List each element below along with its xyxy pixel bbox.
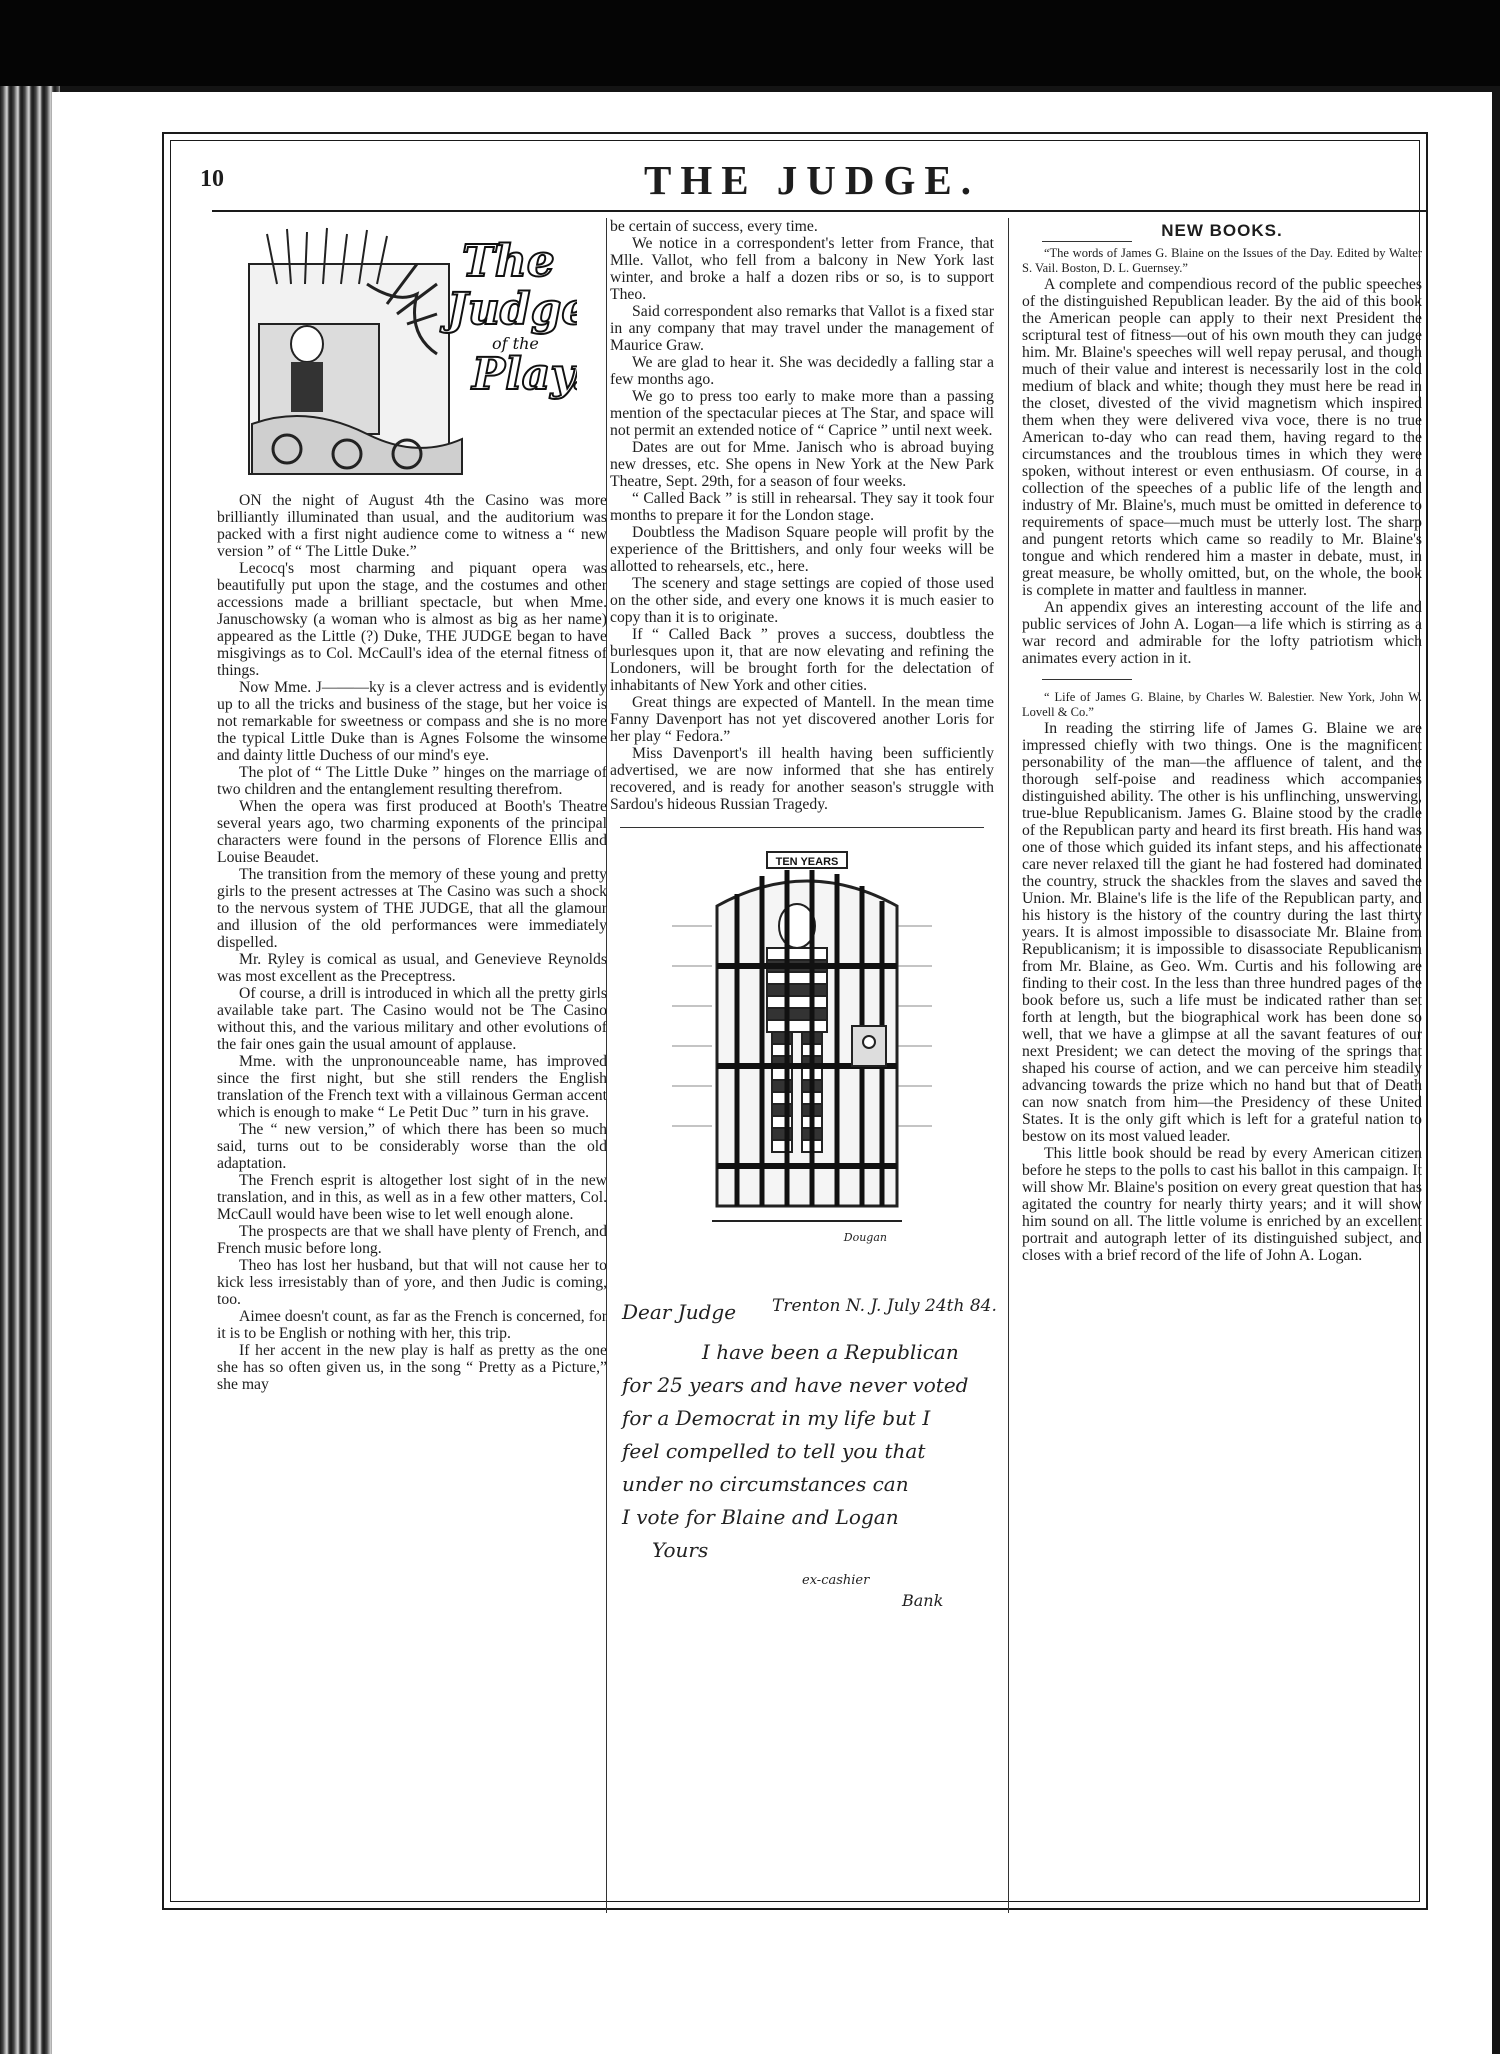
paragraph: Lecocq's most charming and piquant opera was beautifully put upon the stage, and the costumes and other accessions made a brilliant spectacle, but when Mme. Januschowsky (a woman who is almost as big as her name) appeared as the Little (?) Duke, THE JUDGE began to have misgivings as to Col. McCaull's idea of the eternal fitness of things. <box>217 560 607 679</box>
paragraph: We notice in a correspondent's letter from France, that Mlle. Vallot, who fell from a balcony in New York last winter, and broke a half a dozen ribs or so, is to support Theo. <box>610 235 994 303</box>
letter-line: feel compelled to tell you that <box>622 1439 926 1463</box>
prison-cartoon-drawing <box>672 846 932 1266</box>
illustration-title-of-the: of the <box>492 334 539 353</box>
masthead-rule <box>212 210 1427 212</box>
paragraph: Dates are out for Mme. Janisch who is abroad buying new dresses, etc. She opens in New York at the New Park Theatre, Sept. 29th, for a season of four weeks. <box>610 439 994 490</box>
illustration-title-the: The <box>462 236 555 287</box>
letter-greeting: Dear Judge <box>622 1300 737 1324</box>
column-theatre-notes <box>610 218 997 1616</box>
illustration-title-play: Play. <box>472 349 577 400</box>
paragraph: The scenery and stage settings are copied of those used on the other side, and every one knows it is much easier to copy than it is to originate. <box>610 575 994 626</box>
book-binding-edge <box>0 86 60 2054</box>
cartoon-signature: Dougan <box>843 1231 887 1244</box>
judge-of-the-play-illustration <box>247 224 577 484</box>
paragraph: Of course, a drill is introduced in which all the pretty girls available take part. The Casino would not be The Casino without this, and the various military and other evolutions of the fair ones gain the usual amount of applause. <box>217 985 607 1053</box>
paragraph: Theo has lost her husband, but that will not cause her to kick less irresistably than of yore, and then Judic is coming, too. <box>217 1257 607 1308</box>
book-citation: “ Life of James G. Blaine, by Charles W. Balestier. New York, John W. Lovell & Co.” <box>1022 690 1422 719</box>
paragraph: Now Mme. J———ky is a clever actress and is evidently up to all the tricks and business of the stage, but her voice is not remarkable for sweetness or compass and she is no more the typical Little Duke than is Agnes Folsome the winsome and dainty little Duchess of our mind's eye. <box>217 679 607 764</box>
column-judge-of-the-play <box>217 218 607 1393</box>
site-watermark: comicbooks.com <box>1236 2002 1482 2035</box>
letter-line: I have been a Republican <box>702 1340 959 1364</box>
paragraph: The plot of “ The Little Duke ” hinges on the marriage of two children and the entanglement resulting therefrom. <box>217 764 607 798</box>
paragraph: The “ new version,” of which there has been so much said, turns out to be considerably worse than the old adaptation. <box>217 1121 607 1172</box>
paragraph: A complete and compendious record of the public speeches of the distinguished Republican leader. By the aid of this book the American people can apply to their next President the scriptural test of fitness—out of his own mouth they can judge him. Mr. Blaine's speeches will well repay perusal, and though much of their value and interest is necessarily lost in the cold medium of black and white; though they must here be read in the closet, divested of the vivid magnetism which inspired them when they were delivered viva voce, there is no true American to-day who can read them, having regard to the circumstances and the troublous times in which they were spoken, without interest or even enthusiasm. Of course, in a collection of the speeches of a public life of the length and industry of Mr. Blaine's, much must be omitted in deference to requirements of space—much must be utterly lost. The sharp and pungent retorts which came so readily to Mr. Blaine's tongue and which rendered him a master in debate, must, in great measure, be wholly omitted, but, on the whole, the book is complete in matter and faultless in manner. <box>1022 276 1422 599</box>
letter-closing: ex-cashier <box>802 1573 870 1588</box>
handwritten-letter <box>622 1296 1012 1616</box>
cartoon-sign: TEN YEARS <box>775 856 839 868</box>
letter-line: for 25 years and have never voted <box>622 1373 969 1397</box>
masthead-title: THE JUDGE. <box>643 157 981 203</box>
paragraph: Mr. Ryley is comical as usual, and Genevieve Reynolds was most excellent as the Preceptress. <box>217 951 607 985</box>
paragraph: Mme. with the unpronounceable name, has improved since the first night, but she still renders the English translation of the French text with a villainous German accent which is enough to make “ Le Petit Duc ” turn in his grave. <box>217 1053 607 1121</box>
letter-signature: Bank <box>902 1591 944 1610</box>
illustration-title-judge: Judge <box>447 284 577 335</box>
paragraph: This little book should be read by every American citizen before he steps to the polls to cast his ballot in this campaign. It will show Mr. Blaine's position on every great question that has agitated the country for nearly thirty years; and it will show him sound on all. The little volume is enriched by an excellent portrait and autograph letter of its distinguished subject, and closes with a brief record of the life of John A. Logan. <box>1022 1145 1422 1264</box>
paragraph: The transition from the memory of these young and pretty girls to the present actresses at The Casino was such a shock to the nervous system of THE JUDGE, that all the glamour and illusion of the old performances were immediately dispelled. <box>217 866 607 951</box>
paragraph: An appendix gives an interesting account of the life and public services of John A. Logan—a life which is stirring as a war record and admirable for the lofty patriotism which animates every action in it. <box>1022 599 1422 667</box>
paragraph: ON the night of August 4th the Casino was more brilliantly illuminated than usual, and the auditorium was packed with a first night audience come to witness a “ new version ” of “ The Little Duke.” <box>217 492 607 560</box>
paragraph: Aimee doesn't count, as far as the French is concerned, for it is to be English or nothing with her, this trip. <box>217 1308 607 1342</box>
letter-line: for a Democrat in my life but I <box>622 1406 931 1430</box>
paragraph: If her accent in the new play is half as pretty as the one she has so often given us, in the song “ Pretty as a Picture,” she may <box>217 1342 607 1393</box>
paragraph: Miss Davenport's ill health having been sufficiently advertised, we are now informed that she has entirely recovered, and is ready for another season's struggle with Sardou's hideous Russian Tragedy. <box>610 745 994 813</box>
paragraph: We are glad to hear it. She was decidedly a falling star a few months ago. <box>610 354 994 388</box>
section-rule <box>1042 679 1132 680</box>
judge-illustration-drawing <box>247 224 577 484</box>
paragraph: We go to press too early to make more than a passing mention of the spectacular pieces at The Star, and space will not permit an extended notice of “ Caprice ” until next week. <box>610 388 994 439</box>
paragraph: Said correspondent also remarks that Vallot is a fixed star in any company that may travel under the management of Maurice Graw. <box>610 303 994 354</box>
prison-cartoon <box>672 846 932 1266</box>
new-books-heading: NEW BOOKS. <box>1161 221 1283 240</box>
column-divider-2 <box>1008 218 1009 1913</box>
paragraph: “ Called Back ” is still in rehearsal. They say it took four months to prepare it for the London stage. <box>610 490 994 524</box>
heading-rule <box>1042 241 1132 242</box>
paragraph: be certain of success, every time. <box>610 218 818 235</box>
paragraph: In reading the stirring life of James G. Blaine we are impressed chiefly with two things. One is the magnificent personability of the man—the affluence of talent, and the thorough self-poise and readiness which accompanies distinguished ability. The other is his unflinching, unswerving, true-blue Republicanism. James G. Blaine stood by the cradle of the Republican party and heard its first breath. His hand was one of those which guided its infant steps, and his affectionate care never relaxed till the giant he had fostered had dominated the country, struck the shackles from the slaves and saved the Union. Mr. Blaine's life is the life of the Republican party, and his history is the history of the country during the last thirty years. It is almost impossible to disassociate Mr. Blaine from Republicanism; it is impossible to disassociate Republicanism from Mr. Blaine, as Geo. Wm. Curtis and his following are finding to their cost. In the less than three hundred pages of the book before us, such a life must be indicated rather than set forth at length, but the biographical work has been done so well, that we have a glimpse at all the savant features of our next President; we can detect the moving of the springs that shaped his course of action, and we can perceive him steadily advancing towards the prize which no hand but that of Death can now snatch from him—the Presidency of these United States. It is the only gift which is left for a grateful nation to bestow on its most valued leader. <box>1022 720 1422 1145</box>
paragraph: If “ Called Back ” proves a success, doubtless the burlesques upon it, that are now elevating and refining the Londoners, will be brought forth for the delectation of inhabitants of New York and other cities. <box>610 626 994 694</box>
paragraph: When the opera was first produced at Booth's Theatre several years ago, two charming exponents of the principal characters were found in the persons of Florence Ellis and Louise Beaudet. <box>217 798 607 866</box>
letter-line: under no circumstances can <box>622 1472 909 1496</box>
newspaper-page <box>52 92 1492 2054</box>
column-new-books <box>1022 218 1422 1264</box>
letter-line: Yours <box>652 1538 709 1562</box>
paragraph: The French esprit is altogether lost sight of in the new translation, and in this, as well as in a few other matters, Col. McCaull would have been wise to let well enough alone. <box>217 1172 607 1223</box>
page-number: 10 <box>200 166 224 192</box>
book-citation: “The words of James G. Blaine on the Issues of the Day. Edited by Walter S. Vail. Boston, D. L. Guernsey.” <box>1022 246 1422 275</box>
letter-place-date: Trenton N. J. July 24th 84. <box>772 1296 997 1316</box>
section-separator <box>620 827 984 828</box>
scan-top-border <box>0 0 1500 86</box>
paragraph: Doubtless the Madison Square people will profit by the experience of the Brittishers, and only four weeks will be allotted to rehearsels, etc., here. <box>610 524 994 575</box>
paragraph: Great things are expected of Mantell. In the mean time Fanny Davenport has not yet discovered another Loris for her play “ Fedora.” <box>610 694 994 745</box>
paragraph: The prospects are that we shall have plenty of French, and French music before long. <box>217 1223 607 1257</box>
letter-line: I vote for Blaine and Logan <box>622 1505 899 1529</box>
